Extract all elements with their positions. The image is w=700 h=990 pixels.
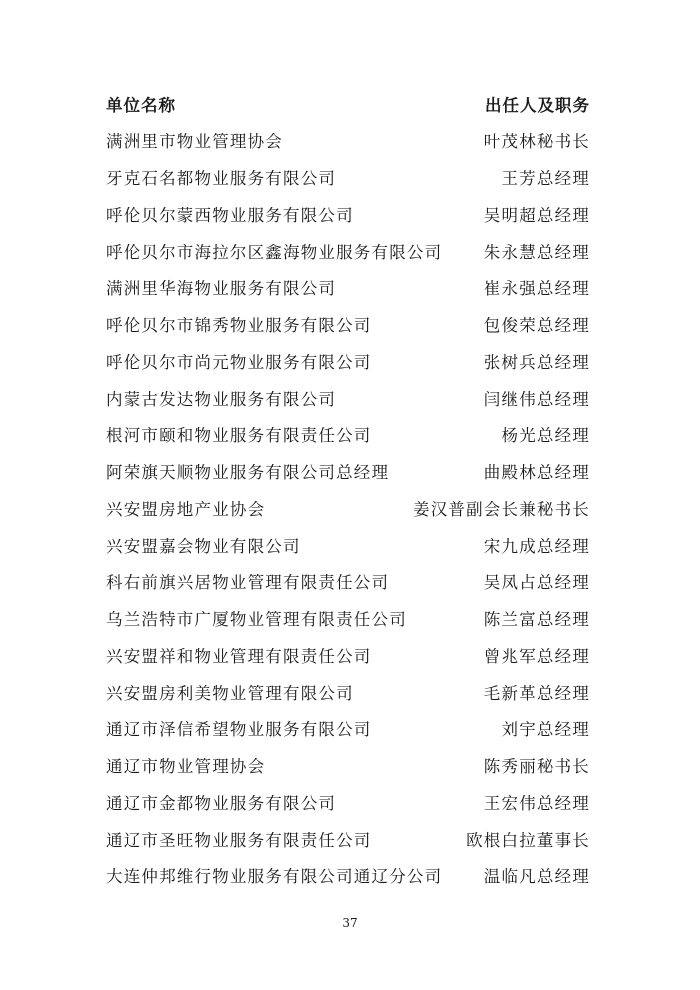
table-header <box>106 86 590 122</box>
person-title: 崔永强总经理 <box>483 279 590 299</box>
person-title: 欧根白拉董事长 <box>466 830 590 850</box>
org-column-header: 单位名称 <box>106 96 176 115</box>
org-name: 通辽市圣旺物业服务有限责任公司 <box>106 830 372 850</box>
member-table <box>106 86 590 894</box>
org-name: 牙克石名都物业服务有限公司 <box>106 169 337 189</box>
org-name: 内蒙古发达物业服务有限公司 <box>106 389 337 409</box>
org-name: 呼伦贝尔蒙西物业服务有限公司 <box>106 205 354 225</box>
table-row <box>106 490 590 527</box>
person-title: 毛新革总经理 <box>483 683 590 703</box>
org-name: 兴安盟房利美物业管理有限公司 <box>106 683 354 703</box>
person-title: 曾兆军总经理 <box>483 646 590 666</box>
org-name: 满洲里市物业管理协会 <box>106 132 283 152</box>
org-name: 兴安盟祥和物业管理有限责任公司 <box>106 646 372 666</box>
person-title: 吴明超总经理 <box>483 205 590 225</box>
table-row <box>106 710 590 747</box>
person-title: 张树兵总经理 <box>483 352 590 372</box>
table-row <box>106 637 590 674</box>
org-name: 通辽市物业管理协会 <box>106 757 266 777</box>
person-title: 吴凤占总经理 <box>483 573 590 593</box>
table-row <box>106 343 590 380</box>
table-row <box>106 453 590 490</box>
org-name: 通辽市金都物业服务有限公司 <box>106 793 337 813</box>
person-title: 姜汉普副会长兼秘书长 <box>413 499 590 519</box>
person-title: 温临凡总经理 <box>483 867 590 887</box>
person-title: 闫继伟总经理 <box>483 389 590 409</box>
table-row <box>106 416 590 453</box>
org-name: 通辽市泽信希望物业服务有限公司 <box>106 720 372 740</box>
org-name: 满洲里华海物业服务有限公司 <box>106 279 337 299</box>
org-name: 阿荣旗天顺物业服务有限公司总经理 <box>106 463 390 483</box>
table-row <box>106 784 590 821</box>
person-column-header: 出任人及职务 <box>485 96 590 115</box>
table-row <box>106 526 590 563</box>
table-row <box>106 159 590 196</box>
person-title: 包俊荣总经理 <box>483 316 590 336</box>
table-row <box>106 306 590 343</box>
table-row <box>106 122 590 159</box>
person-title: 杨光总经理 <box>501 426 590 446</box>
org-name: 呼伦贝尔市锦秀物业服务有限公司 <box>106 316 372 336</box>
table-row <box>106 563 590 600</box>
org-name: 根河市颐和物业服务有限责任公司 <box>106 426 372 446</box>
org-name: 兴安盟房地产业协会 <box>106 499 266 519</box>
person-title: 叶茂林秘书长 <box>483 132 590 152</box>
org-name: 科右前旗兴居物业管理有限责任公司 <box>106 573 390 593</box>
person-title: 曲殿林总经理 <box>483 463 590 483</box>
person-title: 刘宇总经理 <box>501 720 590 740</box>
org-name: 乌兰浩特市广厦物业管理有限责任公司 <box>106 610 407 630</box>
person-title: 朱永慧总经理 <box>483 242 590 262</box>
person-title: 王宏伟总经理 <box>483 793 590 813</box>
table-row <box>106 673 590 710</box>
person-title: 陈秀丽秘书长 <box>483 757 590 777</box>
table-row <box>106 269 590 306</box>
table-row <box>106 379 590 416</box>
table-row <box>106 820 590 857</box>
org-name: 呼伦贝尔市海拉尔区鑫海物业服务有限公司 <box>106 242 443 262</box>
table-row <box>106 196 590 233</box>
person-title: 陈兰富总经理 <box>483 610 590 630</box>
org-name: 兴安盟嘉会物业有限公司 <box>106 536 301 556</box>
table-row <box>106 747 590 784</box>
person-title: 王芳总经理 <box>501 169 590 189</box>
person-title: 宋九成总经理 <box>483 536 590 556</box>
table-row <box>106 232 590 269</box>
table-row <box>106 600 590 637</box>
org-name: 大连仲邦维行物业服务有限公司通辽分公司 <box>106 867 443 887</box>
table-body <box>106 122 590 894</box>
page-number: 37 <box>342 916 358 930</box>
org-name: 呼伦贝尔市尚元物业服务有限公司 <box>106 352 372 372</box>
table-row <box>106 857 590 894</box>
